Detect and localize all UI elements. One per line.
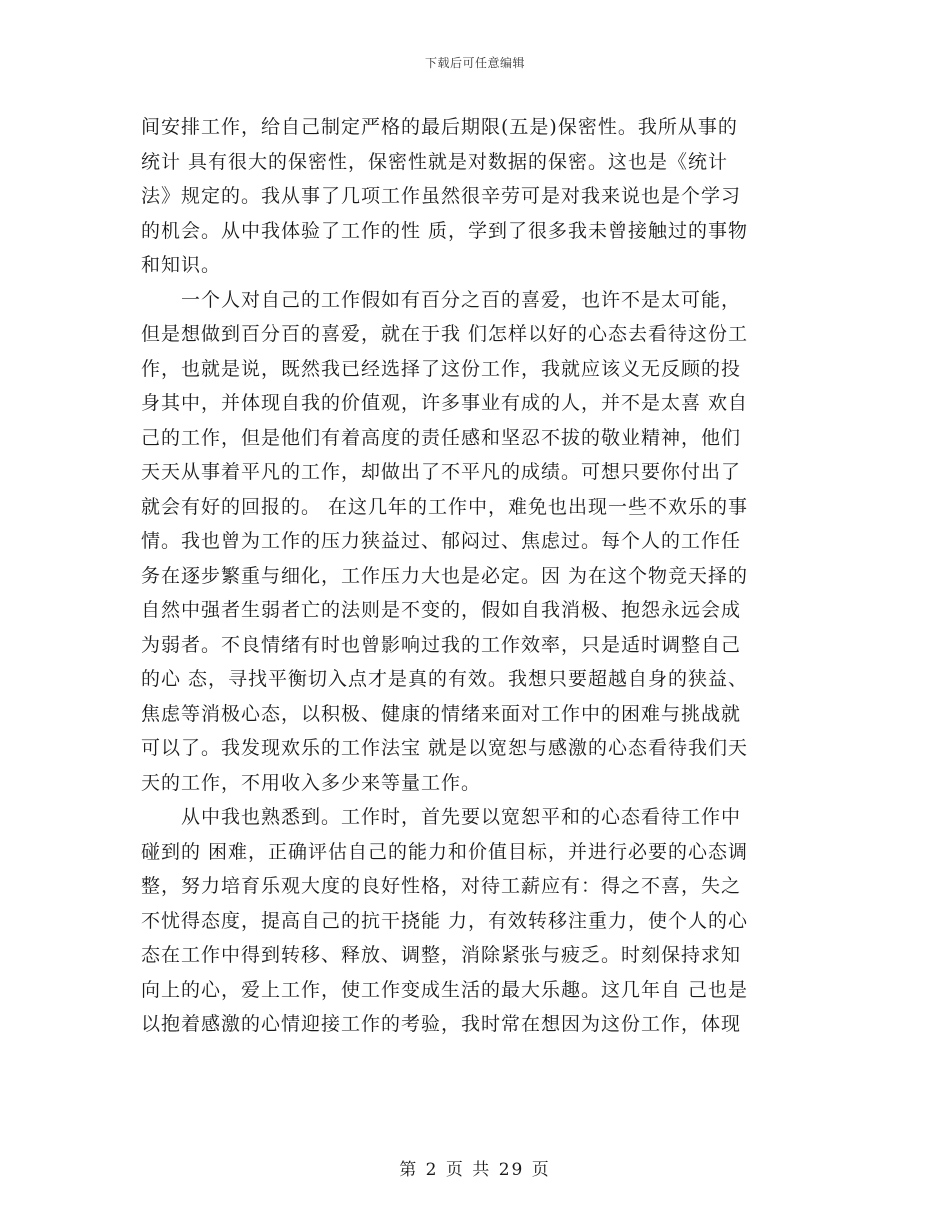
text-line: 态在工作中得到转移、释放、调整，消除紧张与疲乏。时刻保持求知 xyxy=(141,944,742,966)
paragraph-2 xyxy=(141,283,805,801)
paragraph-3 xyxy=(141,800,805,1042)
text-line: 从中我也熟悉到。工作时，首先要以宽恕平和的心态看待工作中 xyxy=(181,806,742,828)
text-line: 以抱着感激的心情迎接工作的考验，我时常在想因为这份工作，体现 xyxy=(141,1013,742,1035)
text-line: 可以了。我发现欢乐的工作法宝 就是以宽恕与感激的心态看待我们天 xyxy=(141,737,749,759)
text-line: 情。我也曾为工作的压力狭益过、郁闷过、焦虑过。每个人的工作任 xyxy=(141,530,742,552)
document-body xyxy=(141,110,805,1042)
text-line: 的心 态，寻找平衡切入点才是真的有效。我想只要超越自身的狭益、 xyxy=(141,668,749,690)
text-line: 向上的心，爱上工作，使工作变成生活的最大乐趣。这几年自 己也是 xyxy=(141,978,749,1001)
text-line: 焦虑等消极心态，以积极、健康的情绪来面对工作中的困难与挑战就 xyxy=(141,702,742,725)
text-line: 自然中强者生弱者亡的法则是不变的，假如自我消极、抱怨永远会成 xyxy=(141,599,742,621)
text-line: 一个人对自己的工作假如有百分之百的喜爱，也许不是太可能， xyxy=(181,288,742,311)
text-line: 就会有好的回报的。 在这几年的工作中，难免也出现一些不欢乐的事 xyxy=(141,495,749,518)
text-line: 和知识。 xyxy=(141,254,222,276)
page-number: 第 2 页 共 29 页 xyxy=(399,1160,551,1180)
text-line: 但是想做到百分百的喜爱，就在于我 们怎样以好的心态去看待这份工 xyxy=(141,323,749,345)
text-line: 的机会。从中我体验了工作的性 质，学到了很多我未曾接触过的事物 xyxy=(141,219,749,242)
page-header: 下载后可任意编辑 xyxy=(424,56,525,70)
paragraph-1 xyxy=(141,110,805,283)
text-line: 天的工作，不用收入多少来等量工作。 xyxy=(141,771,482,794)
text-line: 务在逐步繁重与细化，工作压力大也是必定。因 为在这个物竞天择的 xyxy=(141,564,749,587)
text-line: 整，努力培育乐观大度的良好性格，对待工薪应有：得之不喜，失之 xyxy=(141,875,742,897)
text-line: 统计 具有很大的保密性，保密性就是对数据的保密。这也是《统计 xyxy=(141,150,729,173)
text-line: 己的工作，但是他们有着高度的责任感和坚忍不拔的敬业精神，他们 xyxy=(141,426,742,449)
text-line: 法》规定的。我从事了几项工作虽然很辛劳可是对我来说也是个学习 xyxy=(141,185,742,207)
text-line: 天天从事着平凡的工作，却做出了不平凡的成绩。可想只要你付出了 xyxy=(141,461,742,483)
text-line: 作，也就是说，既然我已经选择了这份工作，我就应该义无反顾的投 xyxy=(141,357,742,380)
text-line: 身其中，并体现自我的价值观，许多事业有成的人，并不是太喜 欢自 xyxy=(141,392,749,414)
text-line: 为弱者。不良情绪有时也曾影响过我的工作效率，只是适时调整自己 xyxy=(141,633,742,656)
text-line: 间安排工作，给自己制定严格的最后期限(五是)保密性。我所从事的 xyxy=(141,116,738,138)
text-line: 碰到的 困难，正确评估自己的能力和价值目标，并进行必要的心态调 xyxy=(141,840,749,863)
text-line: 不忧得态度，提高自己的抗干挠能 力，有效转移注重力，使个人的心 xyxy=(141,909,749,932)
